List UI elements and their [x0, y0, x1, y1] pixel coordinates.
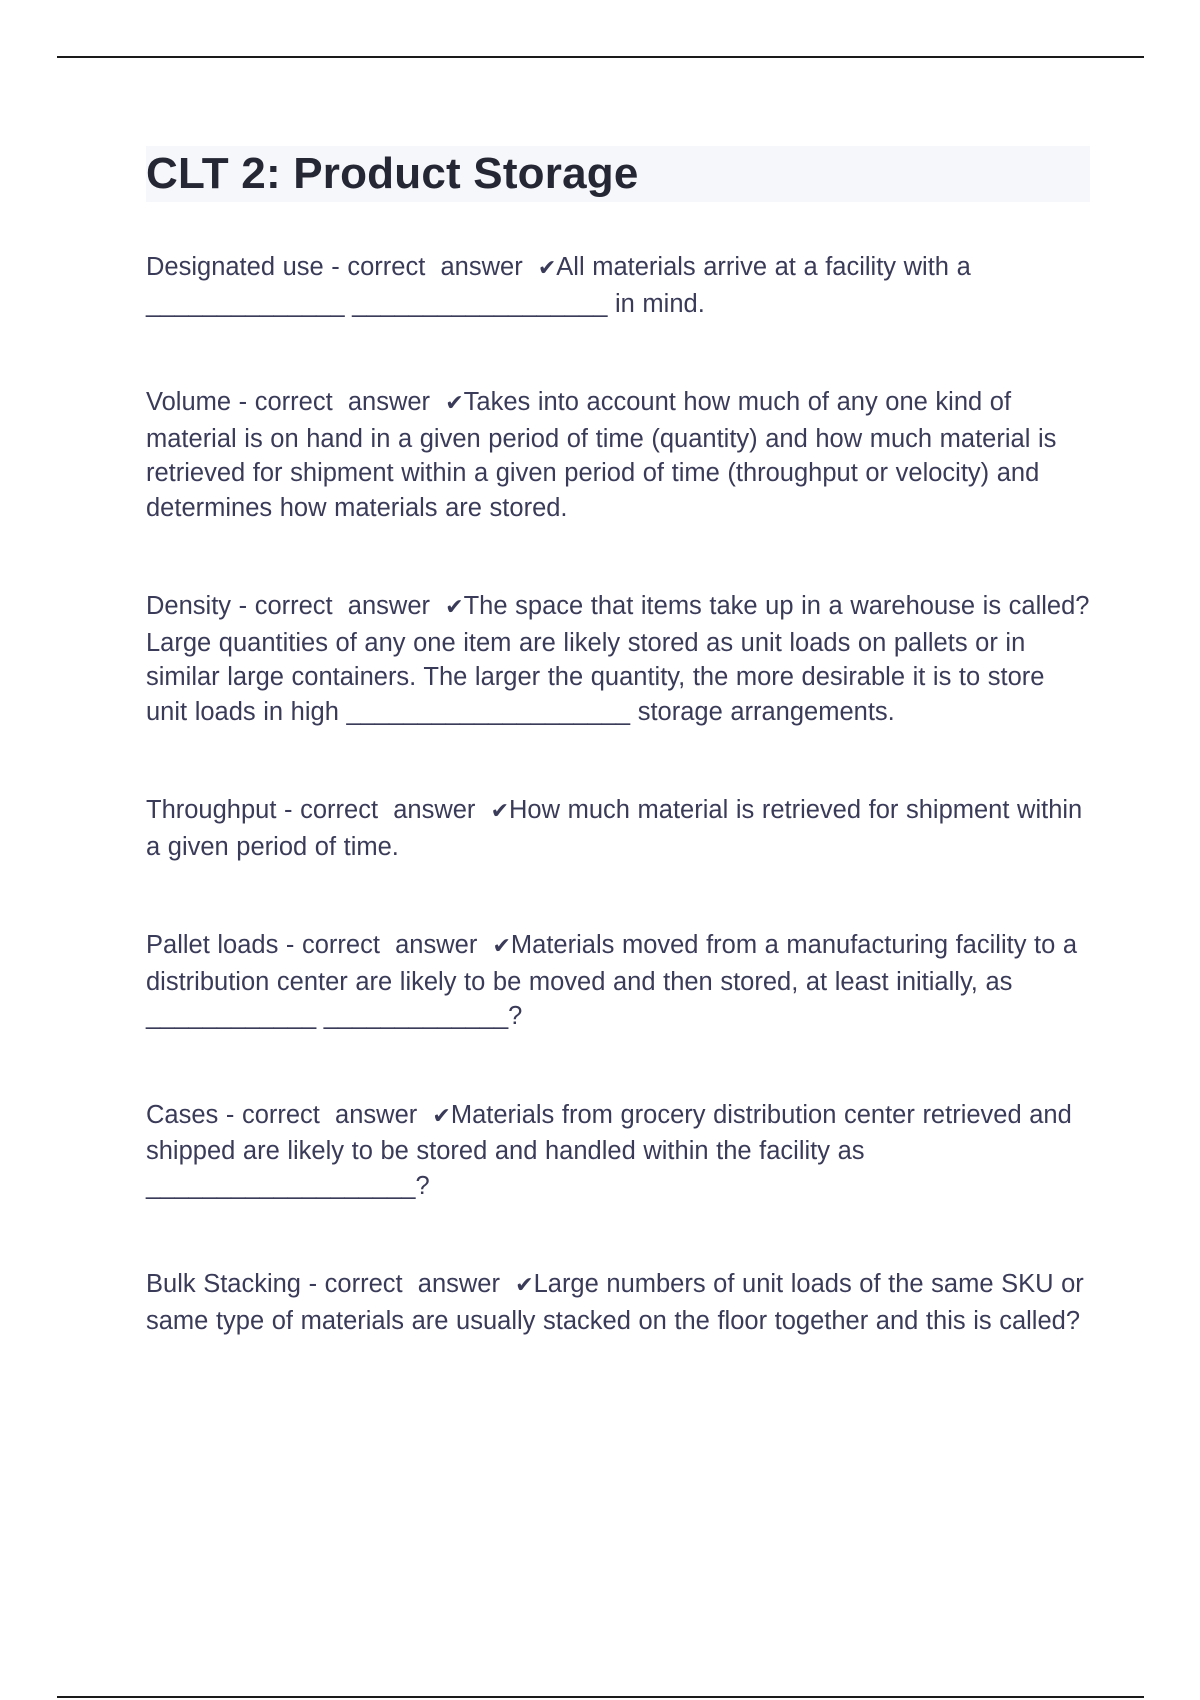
check-icon: ✔ — [445, 595, 464, 620]
flashcard-definition: Materials from grocery distribution center retrieved and shipped are likely to be stored and handled within the facility as ___________________? — [146, 1100, 1072, 1200]
flashcard-bulk-stacking — [146, 1267, 1090, 1338]
flashcard-volume — [146, 385, 1090, 525]
page-title: CLT 2: Product Storage — [146, 149, 639, 198]
flashcard-designated-use — [146, 250, 1090, 321]
answer-separator: - correct answer — [323, 253, 538, 281]
answer-separator: - correct answer — [218, 1100, 433, 1129]
bottom-rule — [57, 1696, 1144, 1698]
top-rule — [57, 56, 1144, 58]
flashcard-density — [146, 589, 1090, 729]
document-body — [146, 146, 1090, 1338]
flashcard-term: Volume — [146, 388, 232, 416]
check-icon: ✔ — [432, 1103, 451, 1129]
flashcard-term: Throughput — [146, 796, 277, 824]
flashcard-definition: The space that items take up in a warehouse is called? Large quantities of any one item are likely stored as unit loads on pallets or in similar large containers. The larger the quantity, the more desirable it is to store unit loads in high ____________________ storage arrangements. — [146, 592, 1090, 726]
flashcard-definition: All materials arrive at a facility with a ______________ __________________ in mind. — [146, 253, 971, 318]
flashcard-term: Designated use — [146, 253, 324, 281]
flashcard-term: Density — [146, 592, 232, 620]
flashcard-term: Cases — [146, 1100, 219, 1129]
flashcard-term: Pallet loads — [146, 931, 279, 959]
flashcard-definition: Takes into account how much of any one kind of material is on hand in a given period of time (quantity) and how much material is retrieved for shipment within a given period of time (throughput or velocity) and determines how materials are stored. — [146, 388, 1057, 522]
flashcard-list — [146, 250, 1090, 1338]
title-bar — [146, 146, 1090, 202]
answer-separator: - correct answer — [276, 796, 491, 824]
check-icon: ✔ — [492, 934, 511, 959]
answer-separator: - correct answer — [301, 1270, 516, 1298]
flashcard-definition: How much material is retrieved for shipment within a given period of time. — [146, 796, 1083, 861]
check-icon: ✔ — [490, 799, 510, 824]
answer-separator: - correct answer — [231, 592, 446, 620]
flashcard-cases — [146, 1098, 1090, 1204]
flashcard-term: Bulk Stacking — [146, 1270, 301, 1298]
answer-separator: - correct answer — [278, 931, 493, 959]
flashcard-definition: Materials moved from a manufacturing facility to a distribution center are likely to be moved and then stored, at least initially, as ____________ _____________? — [146, 931, 1078, 1030]
flashcard-pallet-loads — [146, 928, 1090, 1034]
flashcard-definition: Large numbers of unit loads of the same SKU or same type of materials are usually stacked on the floor together and this is called? — [146, 1270, 1084, 1335]
check-icon: ✔ — [515, 1273, 534, 1298]
check-icon: ✔ — [445, 391, 464, 416]
flashcard-throughput — [146, 793, 1090, 864]
answer-separator: - correct answer — [231, 388, 446, 416]
check-icon: ✔ — [537, 256, 557, 281]
